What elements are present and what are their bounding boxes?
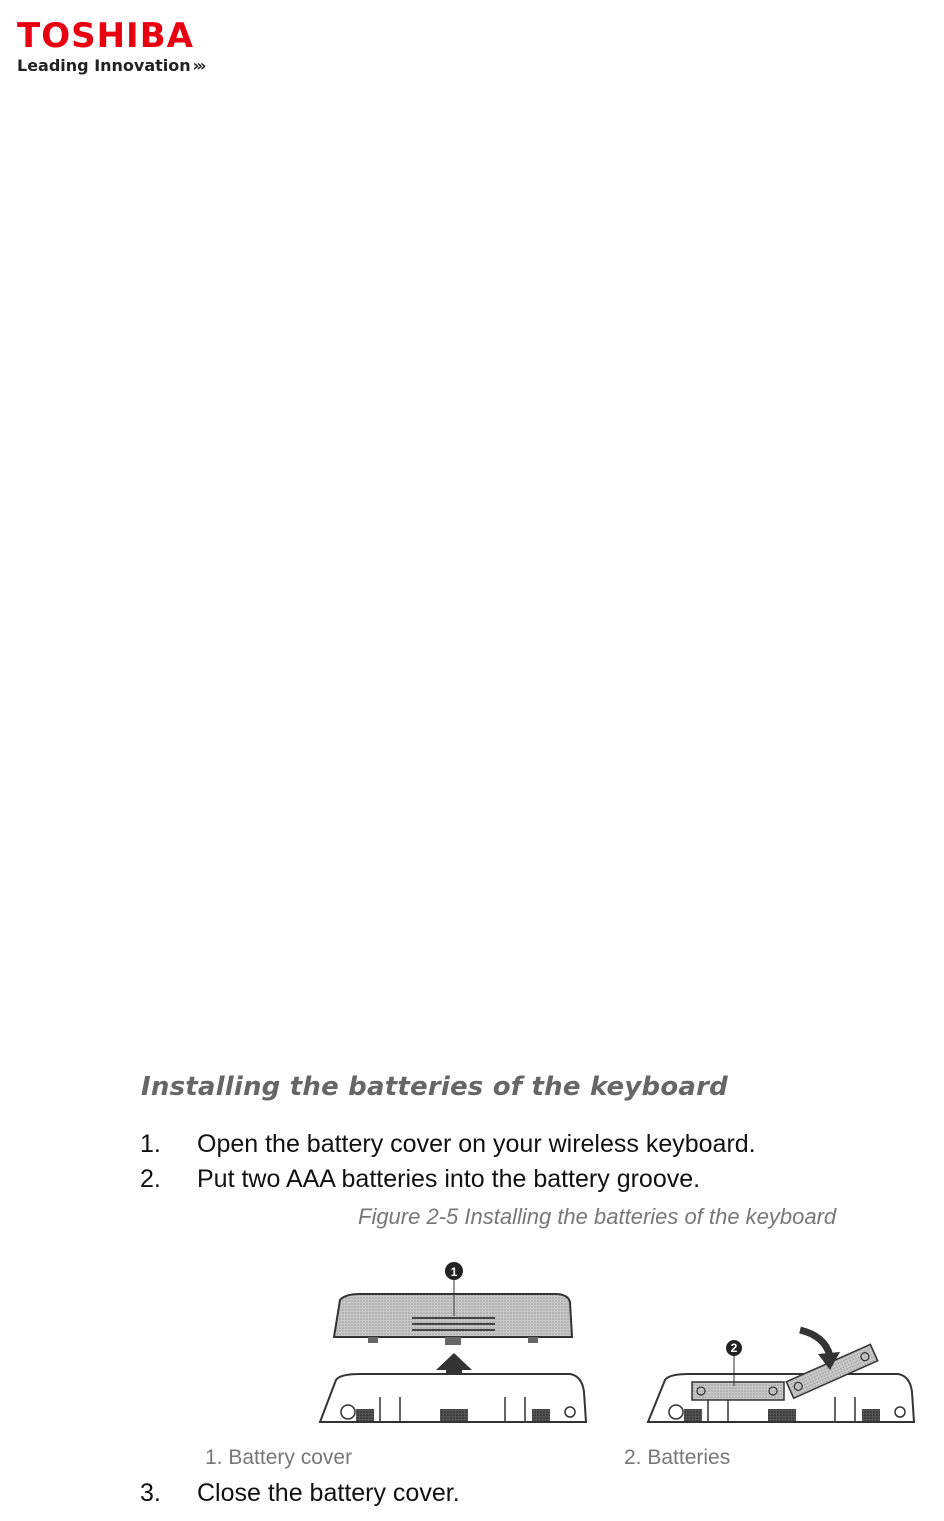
logo-tagline-row [17, 54, 247, 78]
step-text: Open the battery cover on your wireless keyboard. [197, 1130, 756, 1158]
figure-caption: Figure 2-5 Installing the batteries of the keyboard [358, 1204, 837, 1229]
figure-label-batteries: 2. Batteries [624, 1446, 731, 1469]
toshiba-logo [17, 18, 247, 84]
section-heading: Installing the batteries of the keyboard [141, 1072, 728, 1102]
step-text: Put two AAA batteries into the battery groove. [197, 1165, 701, 1193]
logo-brand: TOSHIBA [17, 16, 194, 56]
batteries-drawing [648, 1330, 914, 1422]
figure-label-battery-cover: 1. Battery cover [205, 1446, 353, 1469]
battery-installation-illustration [300, 1252, 930, 1442]
callout-number: 2 [730, 1341, 738, 1355]
callout-number: 1 [450, 1265, 458, 1279]
step-number: 3. [140, 1479, 161, 1507]
chevrons-icon: ››› [192, 56, 204, 75]
step-number: 2. [140, 1165, 161, 1193]
logo-tagline: Leading Innovation [17, 56, 191, 75]
step-item [140, 1163, 700, 1195]
step-number: 1. [140, 1130, 161, 1158]
step-item [140, 1128, 756, 1160]
battery-cover-drawing [320, 1262, 586, 1422]
step-item [140, 1477, 460, 1509]
step-text: Close the battery cover. [197, 1479, 460, 1507]
